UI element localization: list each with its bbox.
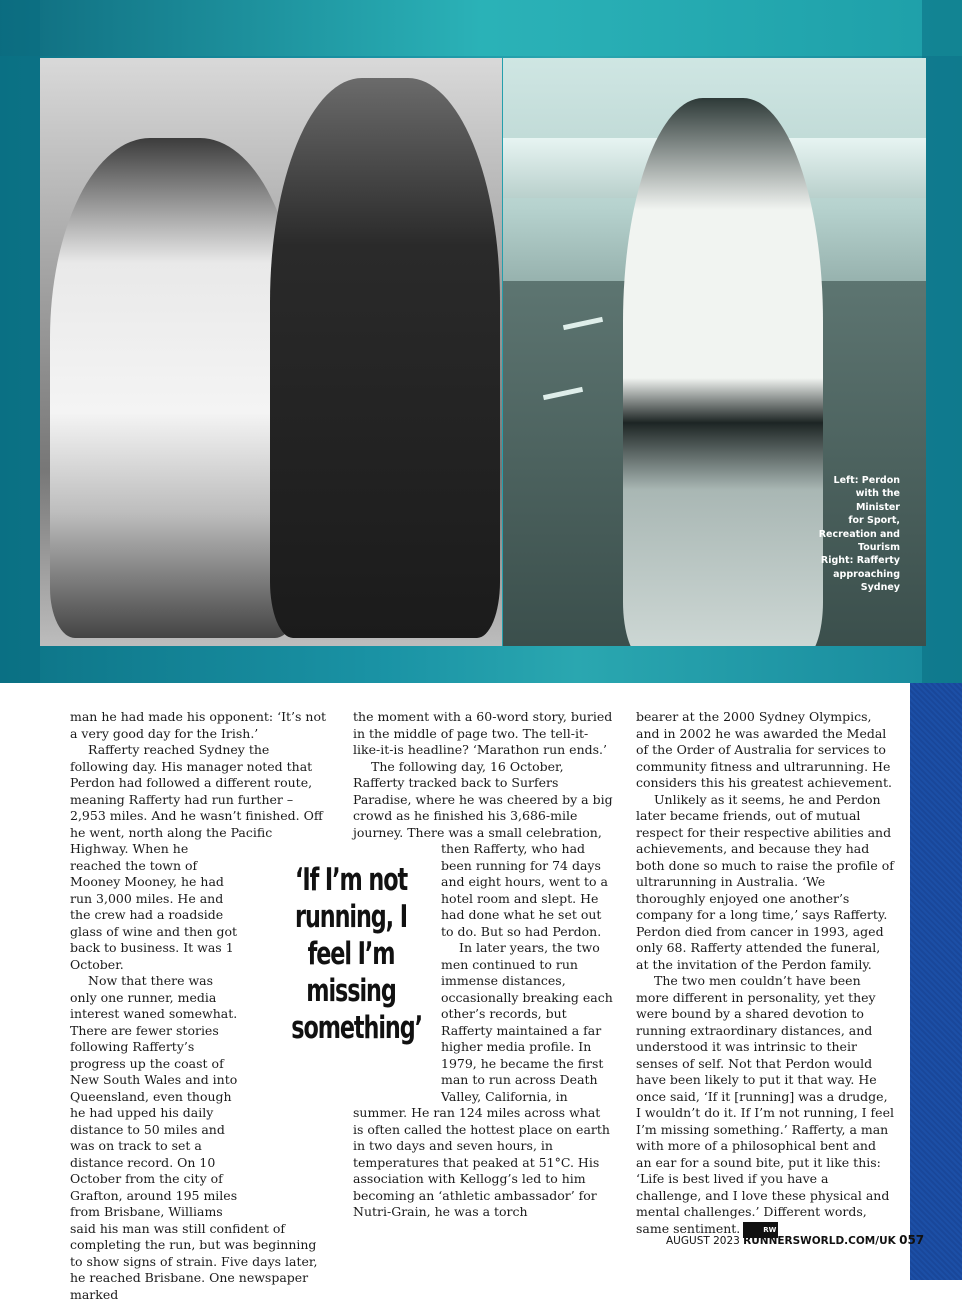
paragraph: Now that there was only one runner, media interest waned somewhat. There are fewer stories following Rafferty’s progress up the coast of New South Wales and into Queensland, even though he had upped his daily distance to 50 miles and was on track to set a distance record. On 10 October from the city of Grafton, around 195 miles from Brisbane, Williams said his man was still confident of completing the run, but was beginning to show signs of strain. Five days later, he reached Brisbane. One newspaper marked (70, 973, 318, 1302)
end-mark: RW (743, 1222, 778, 1239)
photo-perdon-and-minister (40, 58, 502, 646)
paragraph: man he had made his opponent: ‘It’s not a very good day for the Irish.’ (70, 709, 326, 741)
page-number: 057 (899, 1233, 925, 1247)
road-lane-mark (563, 317, 603, 330)
page-footer (666, 1233, 925, 1247)
paragraph: In later years, the two men continued to run immense distances, occasionally breaking each other’s records, but Rafferty maintained a far higher media profile. In 1979, he became the first man to run across Death Valley, California, in summer. He ran 124 miles across what is often called the hottest place on earth in two days and seven hours, in temperatures that peaked at 51°C. His association with Kellogg’s led to him becoming an ‘athletic ambassador’ for Nutri-Grain, he was a torch (353, 940, 613, 1219)
paragraph: the moment with a 60-word story, buried in the middle of page two. The tell-it-like-it-is headline? ‘Marathon run ends.’ (353, 709, 613, 757)
hero-top-band (0, 0, 962, 56)
photo-caption: Left: Perdon with the Minister for Sport, Recreation and Tourism Right: Rafferty approaching Sydney (818, 475, 900, 594)
hero-right-edge (922, 0, 962, 683)
issue-date: AUGUST 2023 (666, 1235, 740, 1247)
paragraph: Unlikely as it seems, he and Perdon later became friends, out of mutual respect for their respective abilities and achievements, and because they had both done so much to raise the profile of ultrarunning in Australia. ‘We thoroughly enjoyed one another’s company for a long time,’ says Rafferty. Perdon died from cancer in 1993, aged only 68. Rafferty attended the funeral, at the invitation of the Perdon family. (636, 791, 894, 972)
website: RUNNERSWORLD.COM/UK (743, 1235, 896, 1247)
article-column-3 (636, 709, 894, 1238)
figure-minister (270, 78, 500, 638)
road-lane-mark (543, 387, 583, 400)
paragraph: Rafferty reached Sydney the following day. His manager noted that Perdon had followed a different route, meaning Rafferty had run further – 2,953 miles. And he wasn’t finished. Off he went, north along the Pacific Highway. When he reached the town of Mooney Mooney, he had run 3,000 miles. He and the crew had a roadside glass of wine and then got back to business. It was 1 October. (70, 742, 323, 972)
page-edge-strip (910, 683, 962, 1280)
paragraph: The following day, 16 October, Rafferty tracked back to Surfers Paradise, where he was cheered by a big crowd as he finished his 3,686-mile journey. There was a small celebration, then Rafferty, who had been running for 74 days and eight hours, went to a hotel room and slept. He had done what he set out to do. But so had Perdon. (353, 758, 613, 939)
hero-left-edge (0, 0, 40, 683)
figure-perdon (50, 138, 300, 638)
paragraph-text: The two men couldn’t have been more different in personality, yet they were bound by a shared devotion to running extraordinary distances, and understood it was intrinsic to their senses of self. Not that Perdon would have been likely to put it that way. He once said, ‘If it [running] was a drudge, I wouldn’t do it. If I’m not running, I feel I’m missing something.’ Rafferty, a man with more of a philosophical bent and an ear for a sound bite, put it like this: ‘Life is best lived if you have a challenge, and I love these physical and mental challenges.’ Different words, same sentiment. (636, 973, 894, 1236)
pull-quote: ‘If I’m not running, I feel I’m missing something’ (291, 862, 423, 1046)
paragraph: bearer at the 2000 Sydney Olympics, and in 2002 he was awarded the Medal of the Order of Australia for services to community fitness and ultrarunning. He considers this his greatest achievement. (636, 709, 892, 790)
paragraph (636, 973, 894, 1238)
